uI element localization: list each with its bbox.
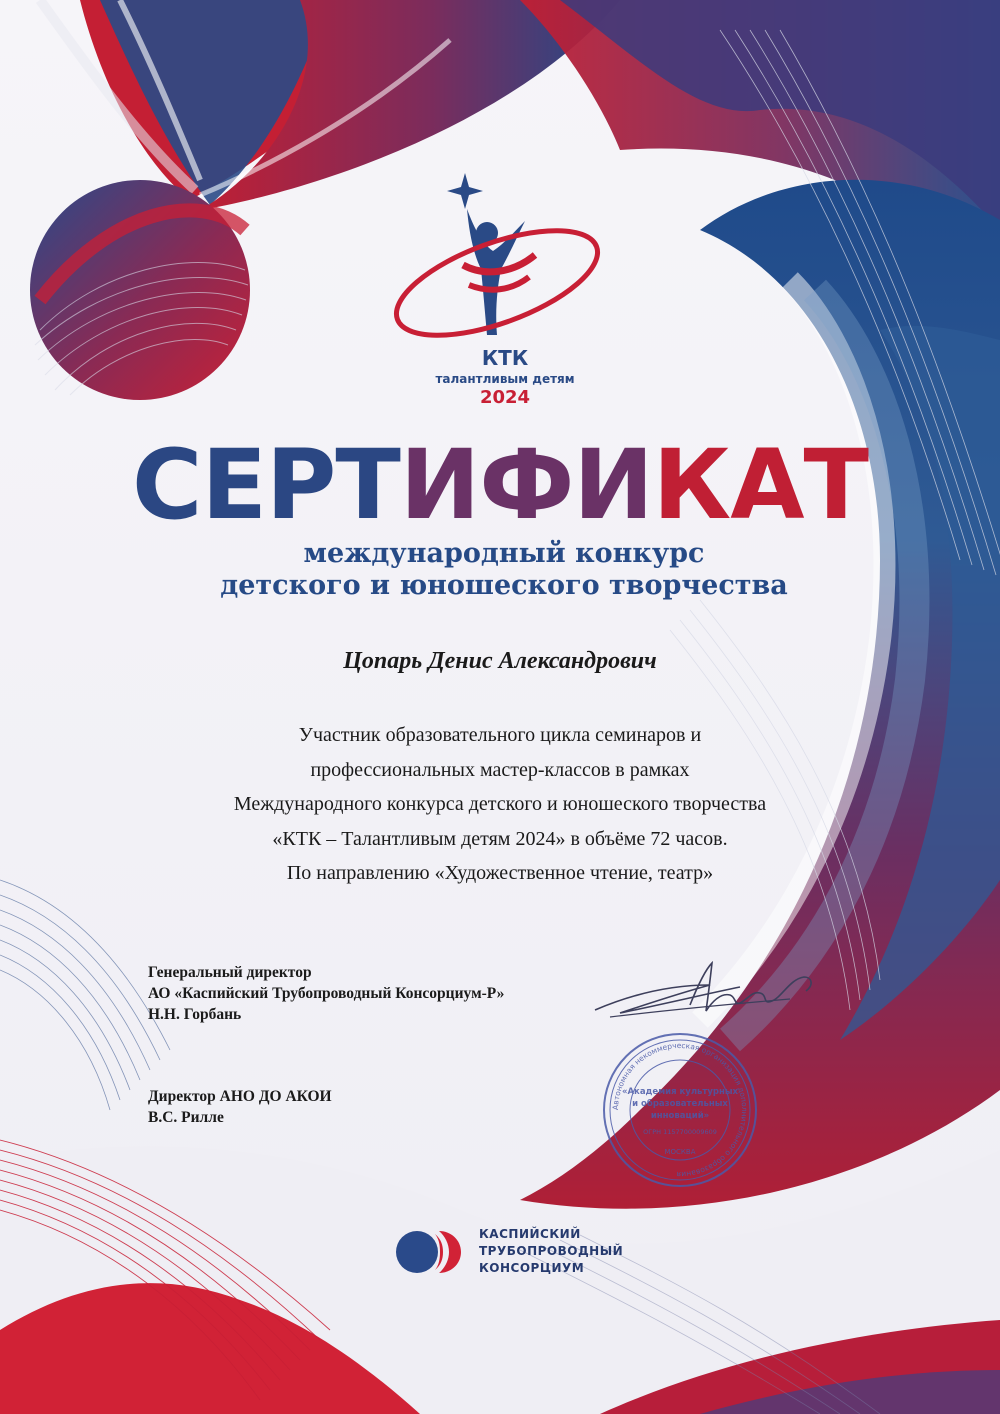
logo-year: 2024 [479, 387, 531, 408]
official-stamp [600, 1030, 760, 1190]
stamp-outer-text: Автономная некоммерческая организация дополнительного образования [610, 1040, 750, 1180]
title-part-2: ИФИ [399, 429, 653, 541]
body-line: По направлению «Художественное чтение, театр» [286, 862, 714, 884]
subtitle-line-2: детского и юношеского творчества [220, 570, 788, 601]
footer-line-3: КОНСОРЦИУМ [479, 1261, 585, 1275]
footer-text [479, 1226, 623, 1277]
recipient-name: Цопарь Денис Александрович [343, 648, 657, 674]
certificate-body [0, 718, 1000, 891]
stamp-center-3: инноваций» [650, 1111, 710, 1121]
footer-line-1: КАСПИЙСКИЙ [479, 1227, 581, 1241]
footer-line-2: ТРУБОПРОВОДНЫЙ [479, 1244, 624, 1258]
svg-text:Автономная некоммерческая орга [611, 1041, 749, 1179]
signatory-organization: АО «Каспийский Трубопроводный Консорциум-Р» [148, 985, 505, 1002]
certificate-title [0, 430, 1000, 540]
title-part-3: КАТ [652, 429, 868, 541]
stamp-city: МОСКВА [664, 1148, 696, 1156]
stamp-center-1: «Академия культурных [621, 1087, 739, 1097]
subtitle-line-1: международный конкурс [303, 538, 705, 569]
logo-tagline: талантливым детям [435, 372, 575, 386]
signatory-name: В.С. Рилле [148, 1109, 224, 1126]
signatory-position: Генеральный директор [148, 964, 312, 981]
body-line: Международного конкурса детского и юношеского творчества [233, 793, 767, 815]
title-part-1: СЕРТ [131, 429, 400, 541]
signatory-general-director [148, 962, 504, 1025]
body-line: «КТК – Талантливым детям 2024» в объёме 72 часов. [272, 827, 728, 850]
star-icon [447, 173, 483, 209]
signatory-position: Директор АНО ДО АКОИ [148, 1088, 332, 1105]
logo-name: КТК [481, 346, 529, 370]
body-line: профессиональных мастер-классов в рамках [310, 758, 690, 781]
cpc-logo-icon [395, 1228, 465, 1276]
subtitle [0, 538, 1000, 602]
signatory-ano-director [148, 1086, 332, 1128]
stamp-ogrn: ОГРН 1157700009609 [643, 1128, 717, 1136]
signatory-name: Н.Н. Горбань [148, 1006, 242, 1023]
body-line: Участник образовательного цикла семинаров и [298, 724, 702, 746]
footer-logo [395, 1222, 624, 1282]
ktk-logo [385, 165, 625, 410]
handwritten-signature [590, 955, 820, 1025]
stamp-center-2: и образовательных [632, 1099, 728, 1109]
